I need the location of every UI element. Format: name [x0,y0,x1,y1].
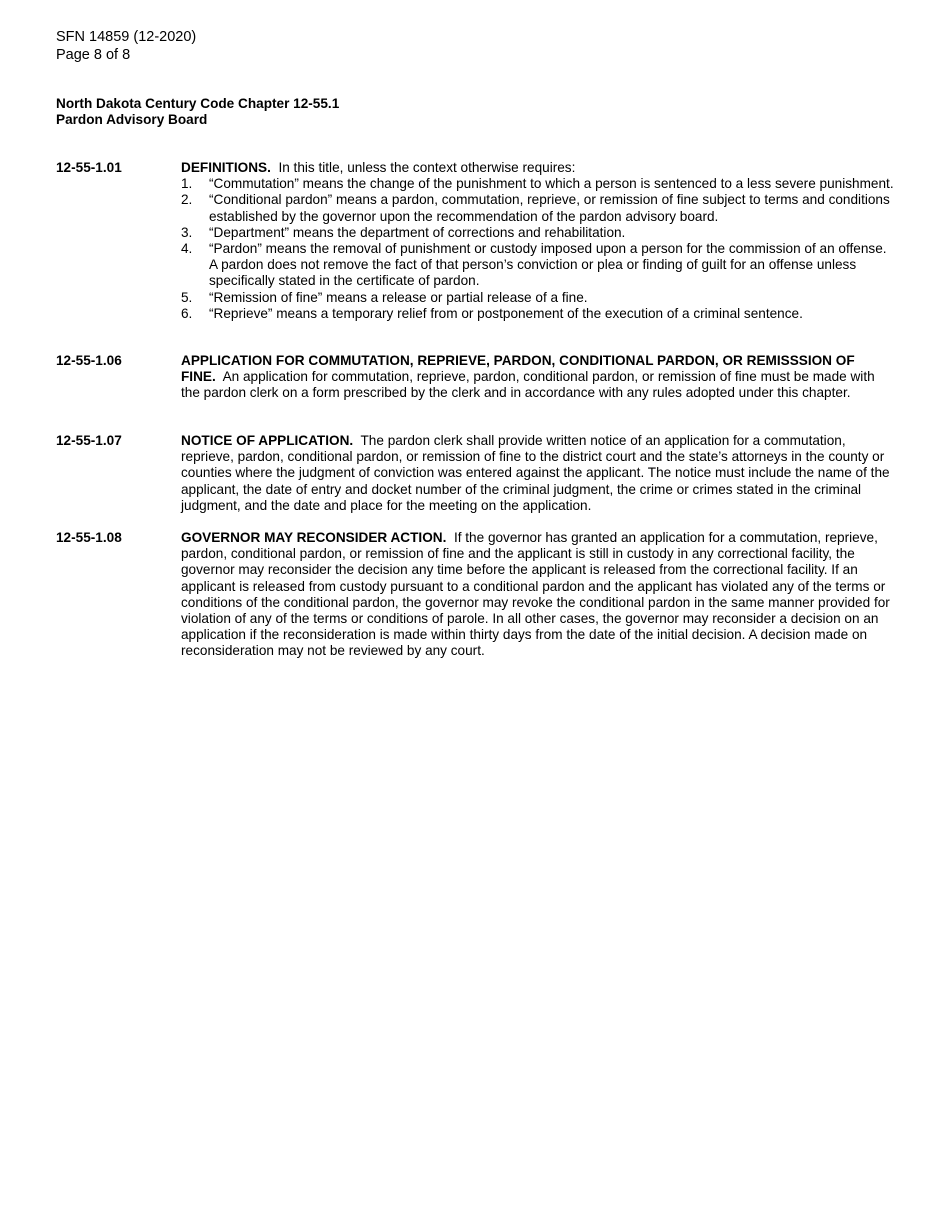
section-number: 12-55-1.07 [56,433,122,448]
item-text: “Department” means the department of corrections and rehabilitation. [209,224,626,240]
item-number: 4. [181,241,193,257]
board-title: Pardon Advisory Board [56,112,208,127]
page-number: Page 8 of 8 [56,46,131,63]
section-body [181,530,896,660]
item-text: “Pardon” means the removal of punishment or custody imposed upon a person for the commission of an offense. A pardon does not remove the fact of that person’s conviction or plea or finding of guilt for an offense unless specifically stated in the certificate of pardon. [209,241,887,289]
list-item [181,241,896,290]
form-id: SFN 14859 (12-2020) [56,29,197,45]
list-item [181,192,896,224]
section-text: An application for commutation, reprieve, pardon, conditional pardon, or remission of fine must be made with the pardon clerk on a form prescribed by the clerk and in accordance with any rules adopted under this chapter. [181,369,875,401]
section-number: 12-55-1.01 [56,160,122,175]
section-number: 12-55-1.08 [56,530,122,545]
list-item [181,290,896,306]
section-number: 12-55-1.06 [56,353,122,368]
section-text: In this title, unless the context otherwise requires: [278,160,576,175]
list-item [181,176,896,192]
item-text: “Remission of fine” means a release or partial release of a fine. [209,289,588,305]
form-header [56,29,196,64]
section-heading: NOTICE OF APPLICATION. [181,433,354,448]
section-heading: APPLICATION FOR COMMUTATION, REPRIEVE, PARDON, CONDITIONAL PARDON, OR REMISSSION OF FINE. [181,353,855,385]
item-text: “Reprieve” means a temporary relief from or postponement of the execution of a criminal sentence. [209,305,803,321]
item-number: 1. [181,176,193,192]
list-item [181,306,896,322]
document-title [56,96,339,128]
item-text: “Conditional pardon” means a pardon, commutation, reprieve, or remission of fine subject to terms and conditions established by the governor upon the recommendation of the pardon advisory board. [209,192,890,224]
section-body [181,160,896,322]
list-item [181,225,896,241]
item-number: 6. [181,305,193,321]
chapter-title: North Dakota Century Code Chapter 12-55.1 [56,96,340,111]
item-number: 2. [181,192,193,208]
item-number: 5. [181,289,193,305]
section-heading: GOVERNOR MAY RECONSIDER ACTION. [181,530,447,545]
section-body [181,433,896,514]
item-number: 3. [181,224,193,240]
item-text: “Commutation” means the change of the punishment to which a person is sentenced to a less severe punishment. [209,176,894,192]
section-heading: DEFINITIONS. [181,160,271,175]
section-text: The pardon clerk shall provide written notice of an application for a commutation, reprieve, pardon, conditional pardon, or remission of fine to the district court and the state’s attorneys in the county or counties where the judgment of conviction was entered against the applicant. The notice must include the name of the applicant, the date of entry and docket number of the criminal judgment, the crime or crimes stated in the criminal judgment, and the date and place for the meeting on the application. [181,433,890,513]
definitions-list [181,176,896,322]
section-text: If the governor has granted an application for a commutation, reprieve, pardon, conditional pardon, or remission of fine and the applicant is still in custody in any correctional facility, the governor may reconsider the decision any time before the applicant is released from the correctional facility. If an applicant is released from custody pursuant to a conditional pardon and the applicant has violated any of the terms or conditions of the conditional pardon, the governor may revoke the conditional pardon in the same manner provided for violation of any of the terms or conditions of parole. In all other cases, the governor may reconsider a decision on an application if the reconsideration is made within thirty days from the date of the initial decision. A decision made on reconsideration may not be reviewed by any court. [181,530,890,659]
section-body [181,353,896,402]
